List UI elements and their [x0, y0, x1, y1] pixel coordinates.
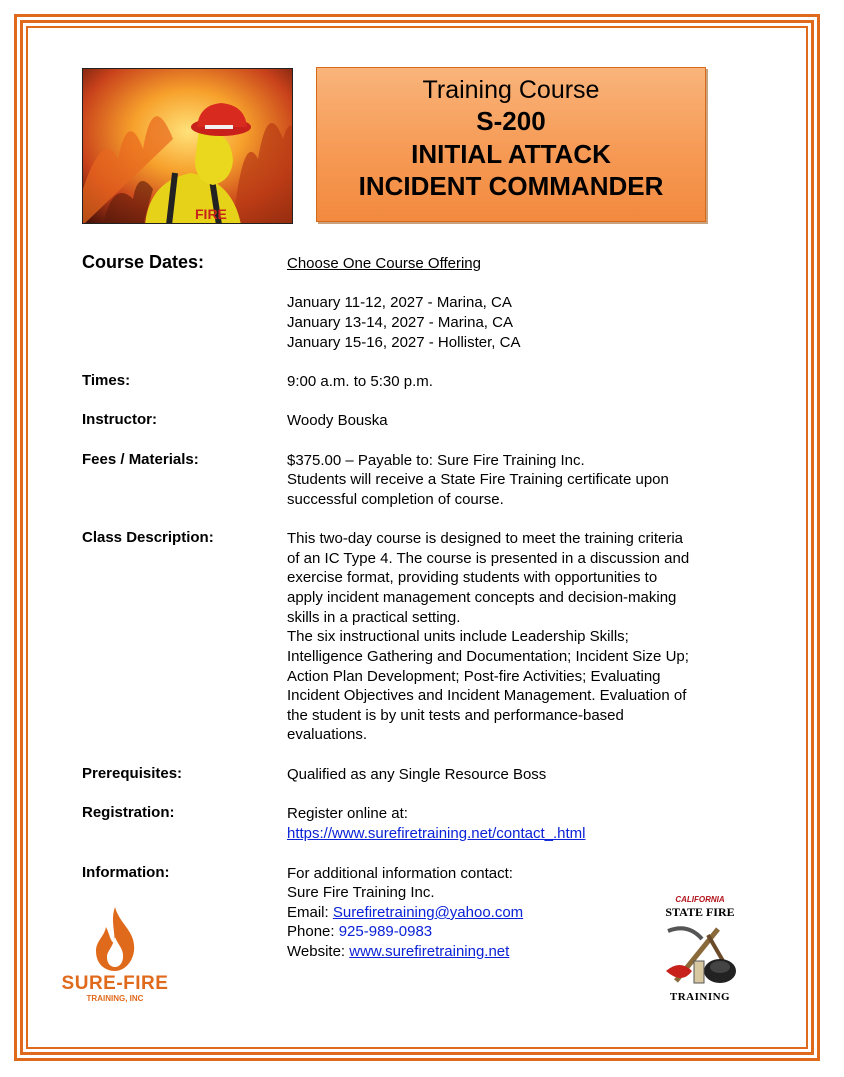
fees-label: Fees / Materials:	[82, 451, 199, 468]
flame-icon	[60, 903, 170, 973]
course-title-box	[316, 67, 706, 222]
fees-line-1: $375.00 – Payable to: Sure Fire Training Inc.	[287, 452, 585, 469]
fire-tools-icon	[658, 921, 742, 991]
information-line-2: Sure Fire Training Inc.	[287, 884, 435, 901]
instructor-label: Instructor:	[82, 411, 157, 428]
state-fire-logo-title: STATE FIRE	[665, 905, 735, 919]
description-line-3: exercise format, providing students with opportunities to	[287, 569, 658, 586]
information-line-1: For additional information contact:	[287, 865, 513, 882]
description-line-1: This two-day course is designed to meet the training criteria	[287, 530, 684, 547]
email-label: Email:	[287, 904, 333, 921]
sure-fire-logo	[60, 903, 170, 1003]
email-link[interactable]: Surefiretraining@yahoo.com	[332, 904, 524, 921]
state-fire-logo-california: CALIFORNIA	[675, 895, 725, 904]
title-course-name-line2: INCIDENT COMMANDER	[358, 171, 664, 201]
description-line-8: Action Plan Development; Post-fire Activities; Evaluating	[287, 668, 661, 685]
email-row	[287, 903, 523, 923]
fees-line-3: successful completion of course.	[287, 491, 504, 508]
phone-value: 925-989-0983	[338, 923, 433, 940]
website-row	[287, 942, 509, 962]
title-training-course: Training Course	[422, 76, 600, 104]
fire-jacket-text: FIRE	[195, 206, 227, 222]
instructor-value: Woody Bouska	[287, 412, 388, 429]
information-label: Information:	[82, 864, 170, 881]
website-link[interactable]: www.surefiretraining.net	[349, 943, 510, 960]
registration-link-row	[287, 824, 585, 844]
fees-line-2: Students will receive a State Fire Training certificate upon	[287, 471, 669, 488]
phone-row	[287, 922, 432, 942]
description-line-9: Incident Objectives and Incident Management. Evaluation of	[287, 687, 687, 704]
sure-fire-logo-subtitle: TRAINING, INC	[86, 994, 144, 1003]
phone-label: Phone:	[287, 923, 339, 940]
times-label: Times:	[82, 372, 131, 389]
registration-line-1: Register online at:	[287, 805, 408, 822]
description-line-7: Intelligence Gathering and Documentation; Incident Size Up;	[287, 648, 689, 665]
prerequisites-label: Prerequisites:	[82, 765, 183, 782]
course-offering-3: January 15-16, 2027 - Hollister, CA	[287, 334, 521, 351]
times-value: 9:00 a.m. to 5:30 p.m.	[287, 373, 433, 390]
description-line-5: skills in a practical setting.	[287, 609, 461, 626]
firefighter-photo	[82, 68, 293, 224]
course-offering-1: January 11-12, 2027 - Marina, CA	[287, 294, 512, 311]
website-label: Website:	[287, 943, 350, 960]
registration-link[interactable]: https://www.surefiretraining.net/contact_.html	[287, 825, 586, 842]
course-dates-heading: Choose One Course Offering	[287, 255, 481, 272]
prerequisites-value: Qualified as any Single Resource Boss	[287, 766, 547, 783]
description-line-11: evaluations.	[287, 726, 368, 743]
state-fire-training-logo	[654, 895, 746, 1007]
state-fire-logo-training: TRAINING	[669, 991, 731, 1003]
course-offering-2: January 13-14, 2027 - Marina, CA	[287, 314, 513, 331]
title-course-code: S-200	[476, 106, 546, 136]
description-line-4: apply incident management concepts and decision-making	[287, 589, 677, 606]
class-description-label: Class Description:	[82, 529, 214, 546]
description-line-10: the student is by unit tests and performance-based	[287, 707, 624, 724]
description-line-6: The six instructional units include Leadership Skills;	[287, 628, 629, 645]
description-line-2: of an IC Type 4. The course is presented in a discussion and	[287, 550, 690, 567]
course-dates-label: Course Dates:	[82, 252, 205, 272]
sure-fire-logo-name: SURE-FIRE	[61, 973, 169, 994]
registration-label: Registration:	[82, 804, 175, 821]
title-course-name-line1: INITIAL ATTACK	[411, 139, 611, 169]
